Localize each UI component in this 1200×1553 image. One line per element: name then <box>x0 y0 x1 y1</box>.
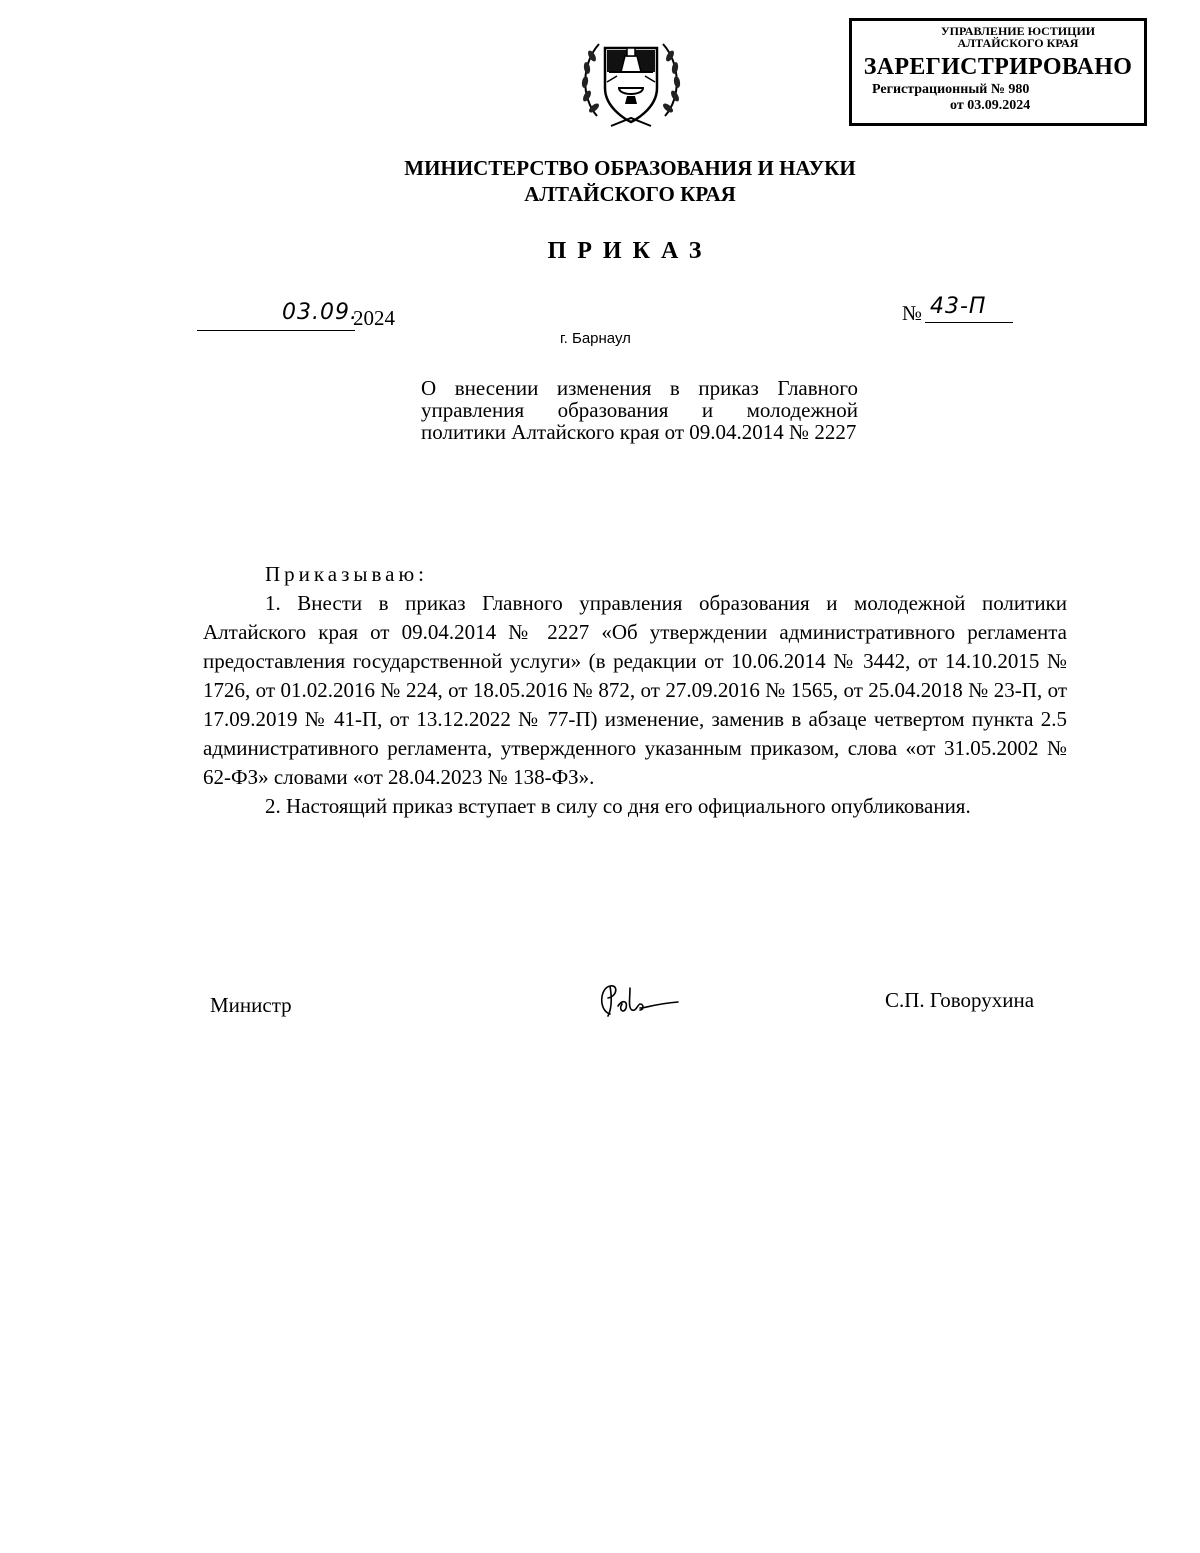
stamp-reg-date: от 03.09.2024 <box>950 98 1031 113</box>
date-year: 2024 <box>353 306 395 330</box>
date-handwritten: 03.09. <box>282 300 358 325</box>
handwritten-signature <box>596 980 680 1020</box>
ministry-line2: АЛТАЙСКОГО КРАЯ <box>524 182 736 206</box>
city-label: г. Барнаул <box>560 330 631 347</box>
coat-of-arms-emblem <box>575 26 687 138</box>
document-subject: О внесении изменения в приказ Главного управления образования и молодежной политики Алтайского края от 09.04.2014 № 2227 <box>421 376 858 444</box>
document-type-title: ПРИКАЗ <box>547 238 713 264</box>
body-item-2: 2. Настоящий приказ вступает в силу со дня его официального опубликования. <box>265 794 971 818</box>
number-label: № <box>902 301 923 325</box>
stamp-org-line2: АЛТАЙСКОГО КРАЯ <box>957 36 1079 50</box>
stamp-org-line1: УПРАВЛЕНИЕ ЮСТИЦИИ <box>940 24 1096 38</box>
document-body <box>203 560 1067 821</box>
number-handwritten: 43-П <box>930 294 987 319</box>
stamp-reg-number: Регистрационный № 980 <box>872 82 1030 97</box>
body-item-1: 1. Внести в приказ Главного управления образования и молодежной политики Алтайского края от 09.04.2014 № 2227 «Об утверждении административного регламента предоставления государственной услуги» (в редакции от 10.06.2014 № 3442, от 14.10.2015 № 1726, от 01.02.2016 № 224, от 18.05.2016 № 872, от 27.09.2016 № 1565, от 25.04.2018 № 23-П, от 17.09.2019 № 41-П, от 13.12.2022 № 77-П) изменение, заменив в абзаце четвертом пункта 2.5 административного регламента, утвержденного указанным приказом, слова «от 31.05.2002 № 62-ФЗ» словами «от 28.04.2023 № 138-ФЗ». <box>203 591 1067 789</box>
order-word: Приказываю: <box>265 562 428 586</box>
registration-stamp <box>849 18 1147 126</box>
signatory-name: С.П. Говорухина <box>885 988 1035 1012</box>
signatory-role: Министр <box>210 993 292 1017</box>
stamp-status: ЗАРЕГИСТРИРОВАНО <box>863 54 1133 80</box>
ministry-header <box>300 155 960 207</box>
ministry-line1: МИНИСТЕРСТВО ОБРАЗОВАНИЯ И НАУКИ <box>404 156 856 180</box>
